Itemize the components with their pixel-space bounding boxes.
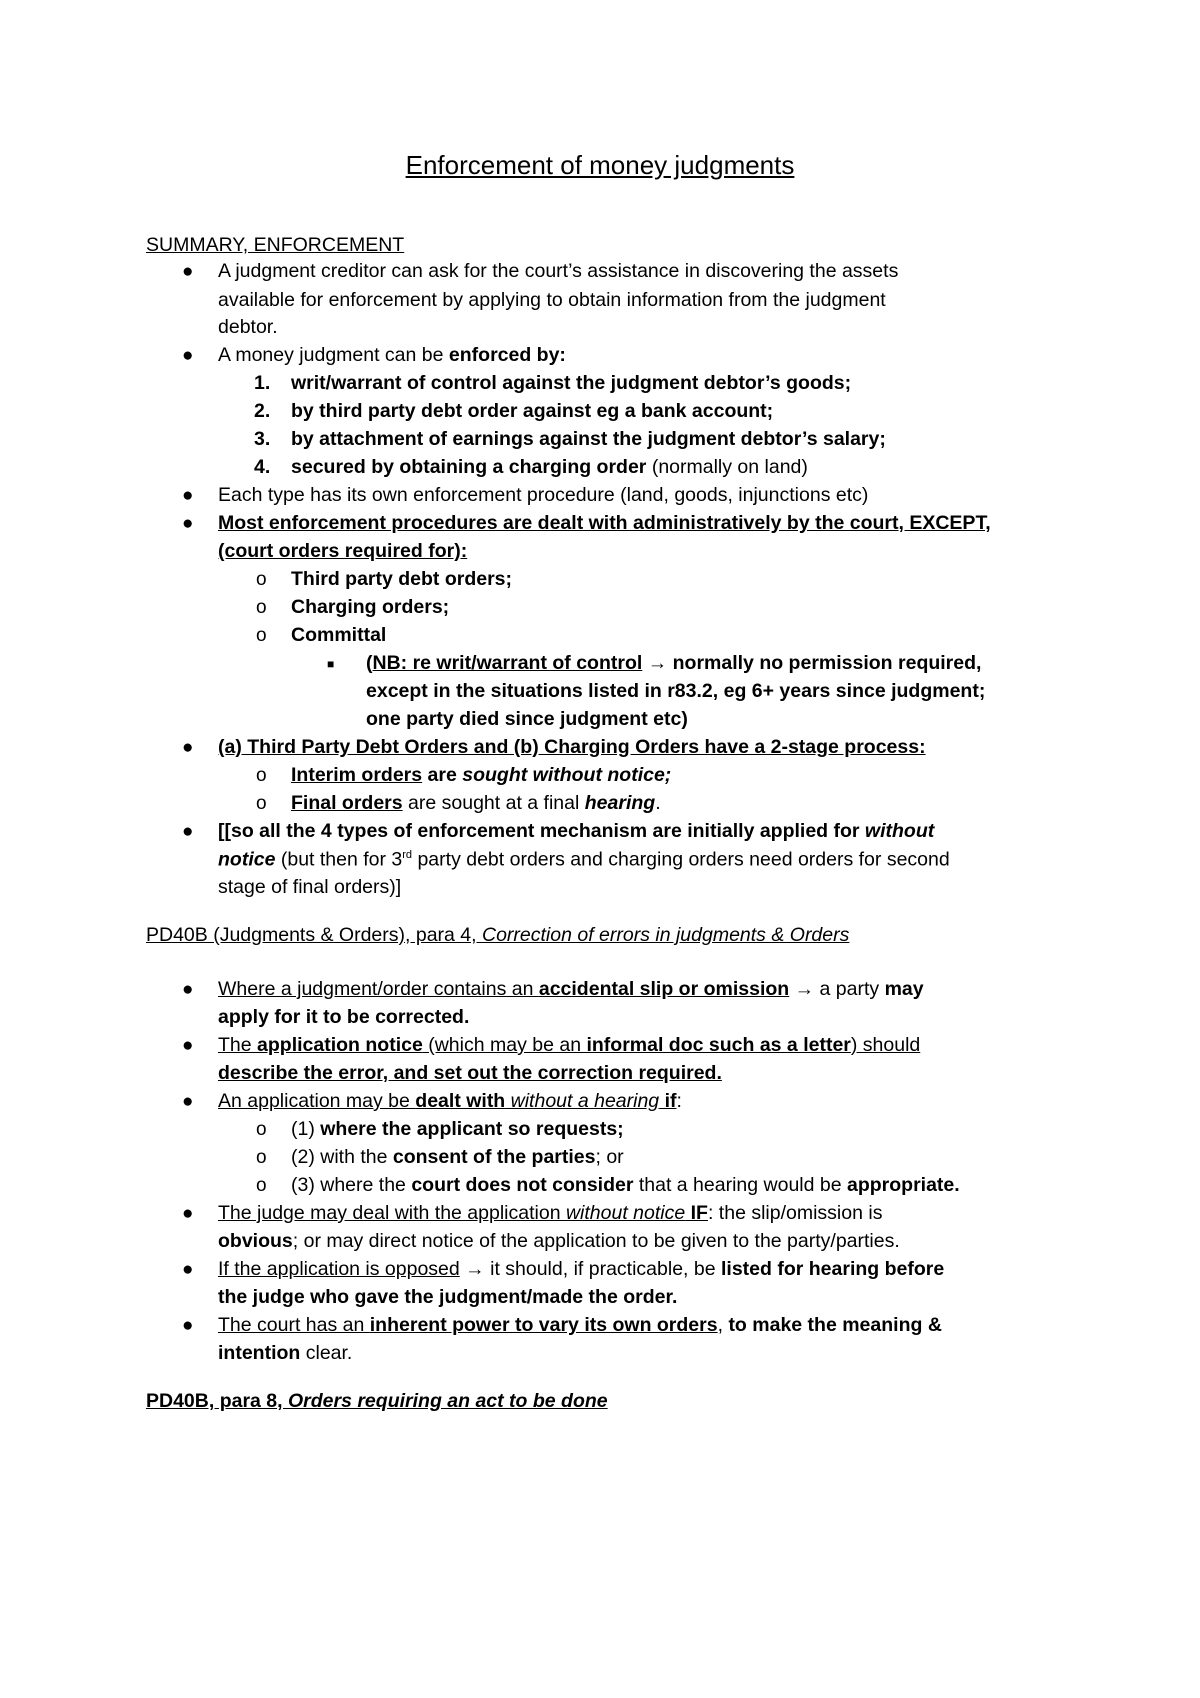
summary-b1-l1: A judgment creditor can ask for the court’s assistance in discovering the assets [218,260,899,282]
list-item: writ/warrant of control against the judgment debtor’s goods; [291,372,852,394]
sub-bullet-marker: o [256,765,267,786]
nb-l1: (NB: re writ/warrant of control → normally no permission required, [366,652,982,674]
bullet-marker: ● [182,737,194,758]
pd4-c3-sub: (3) where the court does not consider that a hearing would be appropriate. [291,1174,960,1196]
bullet-marker: ● [182,261,194,282]
list-item: by third party debt order against eg a bank account; [291,400,774,422]
list-item: by attachment of earnings against the judgment debtor’s salary; [291,428,886,450]
pd4-c5-l2: the judge who gave the judgment/made the order. [218,1286,678,1308]
summary-b6-l2: notice (but then for 3rd party debt orders and charging orders need orders for second [218,848,950,871]
pd4-c2-l1: The application notice (which may be an informal doc such as a letter) should [218,1034,921,1056]
section-heading-pd40b-para8: PD40B, para 8, Orders requiring an act to be done [146,1390,608,1412]
sub-bullet-marker: o [256,597,267,618]
section-heading-pd40b-para4: PD40B (Judgments & Orders), para 4, Correction of errors in judgments & Orders [146,924,850,946]
bullet-marker: ● [182,513,194,534]
summary-b6-l3: stage of final orders)] [218,876,402,898]
bullet-marker: ● [182,1203,194,1224]
pd4-c4-l2: obvious; or may direct notice of the application to be given to the party/parties. [218,1230,900,1252]
bullet-marker: ● [182,1315,194,1336]
pd4-c3-sub: (2) with the consent of the parties; or [291,1146,624,1168]
bullet-marker: ● [182,1091,194,1112]
pd4-c6-l1: The court has an inherent power to vary its own orders, to make the meaning & [218,1314,942,1336]
summary-b5: (a) Third Party Debt Orders and (b) Charging Orders have a 2-stage process: [218,736,926,758]
list-number: 1. [254,372,271,394]
summary-b1-l2: available for enforcement by applying to obtain information from the judgment [218,289,886,311]
summary-b2: A money judgment can be enforced by: [218,344,566,366]
pd4-c4-l1: The judge may deal with the application without notice IF: the slip/omission is [218,1202,883,1224]
list-number: 3. [254,428,271,450]
pd4-c6-l2: intention clear. [218,1342,353,1364]
pd4-c2-l2: describe the error, and set out the correction required. [218,1062,722,1084]
pd4-c1-l1: Where a judgment/order contains an accidental slip or omission → a party may [218,978,924,1000]
summary-b4-l2: (court orders required for): [218,540,468,562]
section-heading-summary: SUMMARY, ENFORCEMENT [146,234,405,256]
sub-item: Charging orders; [291,596,450,618]
page-title: Enforcement of money judgments [405,150,795,180]
summary-b1-l3: debtor. [218,316,278,338]
sub-bullet-marker: o [256,1147,267,1168]
sub-bullet-marker: o [256,793,267,814]
final-item: Final orders are sought at a final hearing. [291,792,661,814]
bullet-marker: ● [182,1035,194,1056]
bullet-marker: ● [182,1259,194,1280]
square-bullet-marker: ■ [327,657,335,671]
bullet-marker: ● [182,485,194,506]
sub-bullet-marker: o [256,625,267,646]
list-number: 4. [254,456,271,478]
list-item: secured by obtaining a charging order (normally on land) [291,456,808,478]
pd4-c1-l2: apply for it to be corrected. [218,1006,470,1028]
sub-bullet-marker: o [256,1175,267,1196]
summary-b6-l1: [[so all the 4 types of enforcement mechanism are initially applied for without [218,820,935,842]
summary-b4-l1: Most enforcement procedures are dealt with administratively by the court, EXCEPT, [218,512,991,534]
sub-item: Committal [291,624,387,646]
interim-item: Interim orders are sought without notice; [291,764,672,786]
sub-bullet-marker: o [256,569,267,590]
list-number: 2. [254,400,271,422]
bullet-marker: ● [182,979,194,1000]
nb-l2: except in the situations listed in r83.2, eg 6+ years since judgment; [366,680,986,702]
summary-b3: Each type has its own enforcement procedure (land, goods, injunctions etc) [218,484,869,506]
sub-item: Third party debt orders; [291,568,513,590]
pd4-c3: An application may be dealt with without a hearing if: [218,1090,682,1112]
nb-l3: one party died since judgment etc) [366,708,688,730]
sub-bullet-marker: o [256,1119,267,1140]
bullet-marker: ● [182,345,194,366]
pd4-c5-l1: If the application is opposed → it should, if practicable, be listed for hearing before [218,1258,945,1280]
pd4-c3-sub: (1) where the applicant so requests; [291,1118,624,1140]
bullet-marker: ● [182,821,194,842]
